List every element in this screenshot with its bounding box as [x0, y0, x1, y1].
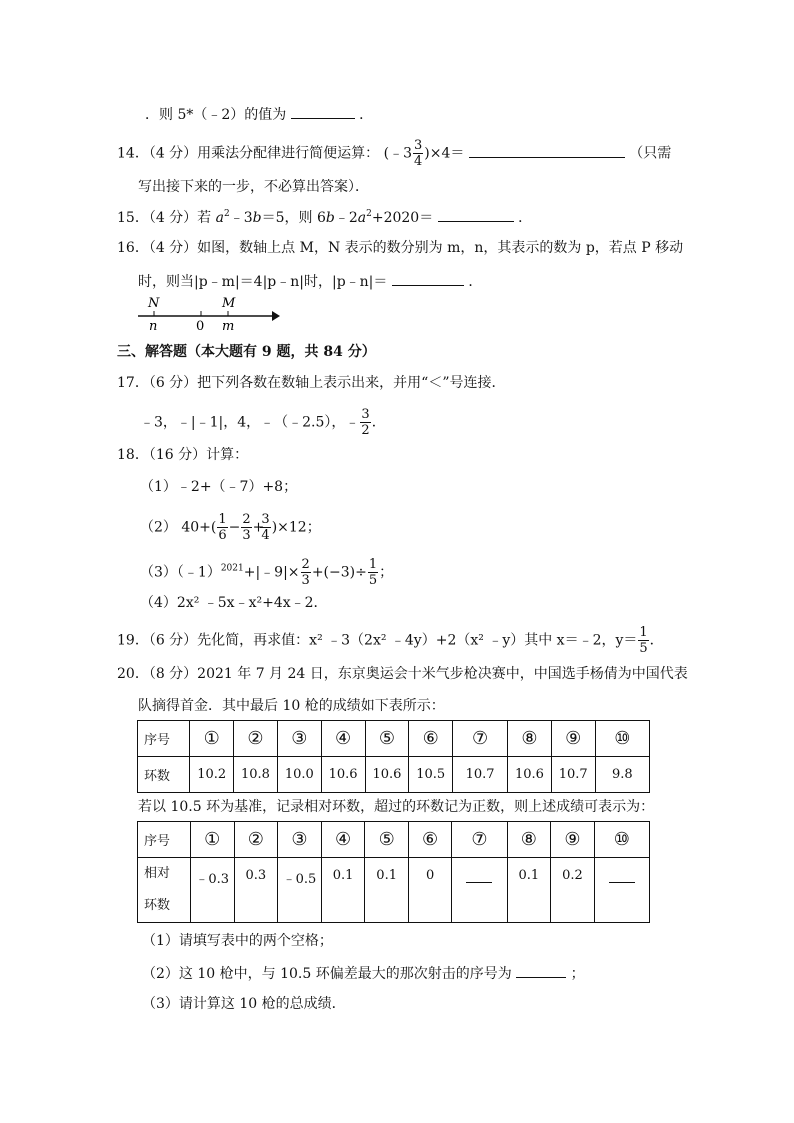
question-19: 19．（6 分）先化简，再求值：x² ﹣3（2x² ﹣4y）+2（x² ﹣y）其中 x＝﹣2，y＝ $\frac{1}{5}$ ．: [117, 625, 664, 656]
score-cell: 10.6: [508, 757, 552, 793]
question-15: 15．（4 分）若 $a^2﹣3b=5$，则 $6b﹣2a^2+2020=$ ．: [117, 209, 533, 226]
shot-number-cell: ⑦: [453, 721, 508, 757]
score-cell: 10.6: [321, 757, 365, 793]
score-cell: 10.7: [551, 757, 595, 793]
question-18-part-3: （3）（﹣1）$^{2021}$+|﹣9|× $\frac{2}{3}$ +(−3)÷ $\frac{1}{5}$ ；: [140, 557, 394, 588]
question-14: 14．（4 分）用乘法分配律进行简便运算： (﹣3 $\frac{3}{4}$ )×4＝ （只需: [117, 138, 672, 169]
question-20-part-2: （2）这 10 枪中，与 10.5 环偏差最大的那次射击的序号为 ；: [142, 963, 585, 983]
question-16: 16．（4 分）如图，数轴上点 M，N 表示的数分别为 m，n，其表示的数为 p，若点 P 移动: [117, 240, 684, 256]
table-header-cell: 环数: [138, 757, 190, 793]
relative-score-cell: 0.1: [365, 858, 409, 923]
answer-blank: [469, 143, 625, 158]
answer-blank: [392, 271, 464, 286]
point-N-label: N: [148, 296, 160, 311]
table-header-cell: 序号: [138, 721, 190, 757]
score-cell: 10.5: [409, 757, 453, 793]
shot-number-cell: ⑤: [365, 721, 409, 757]
shot-number-cell: ⑧: [507, 822, 551, 858]
answer-blank: [609, 868, 635, 883]
question-18-part-1: （1）﹣2+（﹣7）+8；: [140, 479, 298, 495]
shot-number-cell: ④: [321, 721, 365, 757]
table-header-cell: 相对 环数: [138, 858, 191, 923]
shot-number-cell: ④: [321, 822, 365, 858]
shot-number-cell: ⑥: [408, 822, 451, 858]
score-cell: 10.2: [190, 757, 234, 793]
relative-score-cell: 0.1: [507, 858, 551, 923]
question-20-instruction: 若以 10.5 环为基准，记录相对环数，超过的环数记为正数，则上述成绩可表示为：: [138, 799, 655, 815]
origin-label: 0: [196, 319, 205, 334]
score-cell: 10.6: [365, 757, 409, 793]
question-16-line2: 时，则当|p﹣m|＝4|p﹣n|时，|p﹣n|＝ ．: [138, 271, 482, 291]
point-M-label: M: [222, 296, 236, 311]
question-20-line2: 队摘得首金．其中最后 10 枪的成绩如下表所示：: [138, 698, 445, 714]
score-cell: 9.8: [595, 757, 649, 793]
answer-blank: [438, 207, 514, 222]
shot-number-cell: ③: [277, 721, 321, 757]
relative-score-table: [137, 821, 650, 923]
fraction: $\frac{3}{2}$: [361, 407, 370, 438]
point-n-value: n: [149, 319, 158, 334]
question-18-part-4: （4）2x² ﹣5x﹣x²+4x﹣2．: [140, 595, 328, 611]
score-cell: 10.0: [277, 757, 321, 793]
relative-score-cell: 0.2: [551, 858, 595, 923]
relative-score-cell: 0.3: [234, 858, 278, 923]
relative-score-cell: [594, 858, 649, 923]
shot-number-cell: ②: [234, 721, 278, 757]
shot-number-cell: ①: [190, 721, 234, 757]
question-20-part-1: （1）请填写表中的两个空格；: [142, 933, 333, 949]
relative-score-cell: 0: [408, 858, 451, 923]
relative-score-cell: ﹣0.5: [278, 858, 322, 923]
shot-number-cell: ⑨: [551, 721, 595, 757]
score-cell: 10.8: [234, 757, 278, 793]
shot-number-cell: ⑩: [595, 721, 649, 757]
shot-number-cell: ③: [278, 822, 322, 858]
question-20: 20．（8 分）2021 年 7 月 24 日，东京奥运会十米气步枪决赛中，中国选手杨倩为中国代表: [117, 666, 688, 682]
shot-number-cell: ②: [234, 822, 278, 858]
question-18: 18．（16 分）计算：: [117, 447, 249, 463]
question-17-numbers: ﹣3，﹣|﹣1|，4，﹣（﹣2.5），﹣ $\frac{3}{2}$ ．: [140, 407, 386, 438]
shot-number-cell: ⑨: [551, 822, 595, 858]
answer-blank: [466, 868, 492, 883]
point-m-value: m: [222, 319, 235, 334]
relative-score-cell: [452, 858, 507, 923]
number-line-figure: [134, 296, 294, 336]
shot-number-cell: ⑩: [594, 822, 649, 858]
question-20-part-3: （3）请计算这 10 枪的总成绩．: [142, 996, 346, 1012]
q13-tail-line: ．则 5*（﹣2）的值为 ．: [145, 104, 373, 124]
answer-blank: [516, 963, 566, 978]
question-17: 17．（6 分）把下列各数在数轴上表示出来，并用“＜”号连接．: [117, 375, 506, 391]
shot-number-cell: ①: [190, 822, 234, 858]
fraction: $\frac{3}{4}$: [414, 138, 423, 169]
score-cell: 10.7: [453, 757, 508, 793]
relative-score-cell: 0.1: [321, 858, 365, 923]
shot-number-cell: ⑤: [365, 822, 409, 858]
shot-number-cell: ⑧: [508, 721, 552, 757]
section-3-heading: 三、解答题（本大题有 9 题，共 84 分）: [117, 344, 376, 360]
table-header-cell: 序号: [138, 822, 191, 858]
question-18-part-2: （2） 40+( $\frac{1}{6}$ − $\frac{2}{3}$ + $\frac{3}{4}$ )×12；: [140, 512, 321, 543]
question-14-line2: 写出接下来的一步，不必算出答案）．: [138, 179, 369, 195]
score-table: [137, 720, 650, 793]
relative-score-cell: ﹣0.3: [190, 858, 234, 923]
shot-number-cell: ⑦: [452, 822, 507, 858]
shot-number-cell: ⑥: [409, 721, 453, 757]
answer-blank: [291, 104, 355, 119]
